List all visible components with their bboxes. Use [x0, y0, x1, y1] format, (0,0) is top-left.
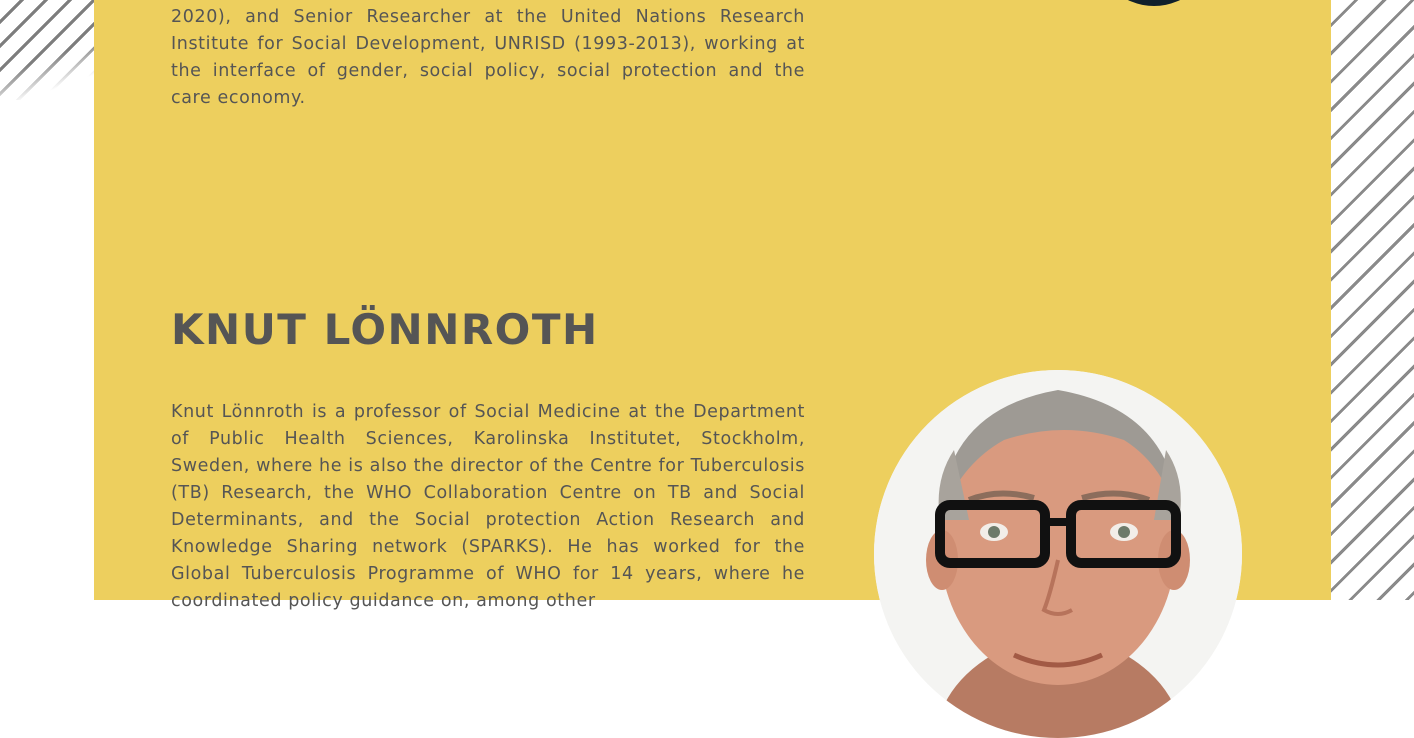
- decorative-stripes-left: [0, 0, 100, 100]
- portrait-photo: [874, 370, 1242, 738]
- speaker-portrait: [874, 370, 1242, 738]
- previous-portrait-bottom: [1094, 0, 1214, 6]
- previous-speaker-bio: 2020), and Senior Researcher at the United Nations Research Institute for Social Development, UNRISD (1993-2013), working at the interface of gender, social policy, social protection and the care economy.: [171, 7, 805, 108]
- speaker-name-heading: KNUT LÖNNROTH: [171, 305, 599, 354]
- decorative-stripes-right: [1330, 0, 1414, 600]
- speaker-bio: Knut Lönnroth is a professor of Social Medicine at the Department of Public Health Sciences, Karolinska Institutet, Stockholm, Sweden, where he is also the director of the Centre for Tuberculosis (TB) Research, the WHO Collaboration Centre on TB and Social Determinants, and the Social protection Action Research and Knowledge Sharing network (SPARKS). He has worked for the Global Tuberculosis Programme of WHO for 14 years, where he coordinated policy guidance on, among other: [171, 402, 805, 611]
